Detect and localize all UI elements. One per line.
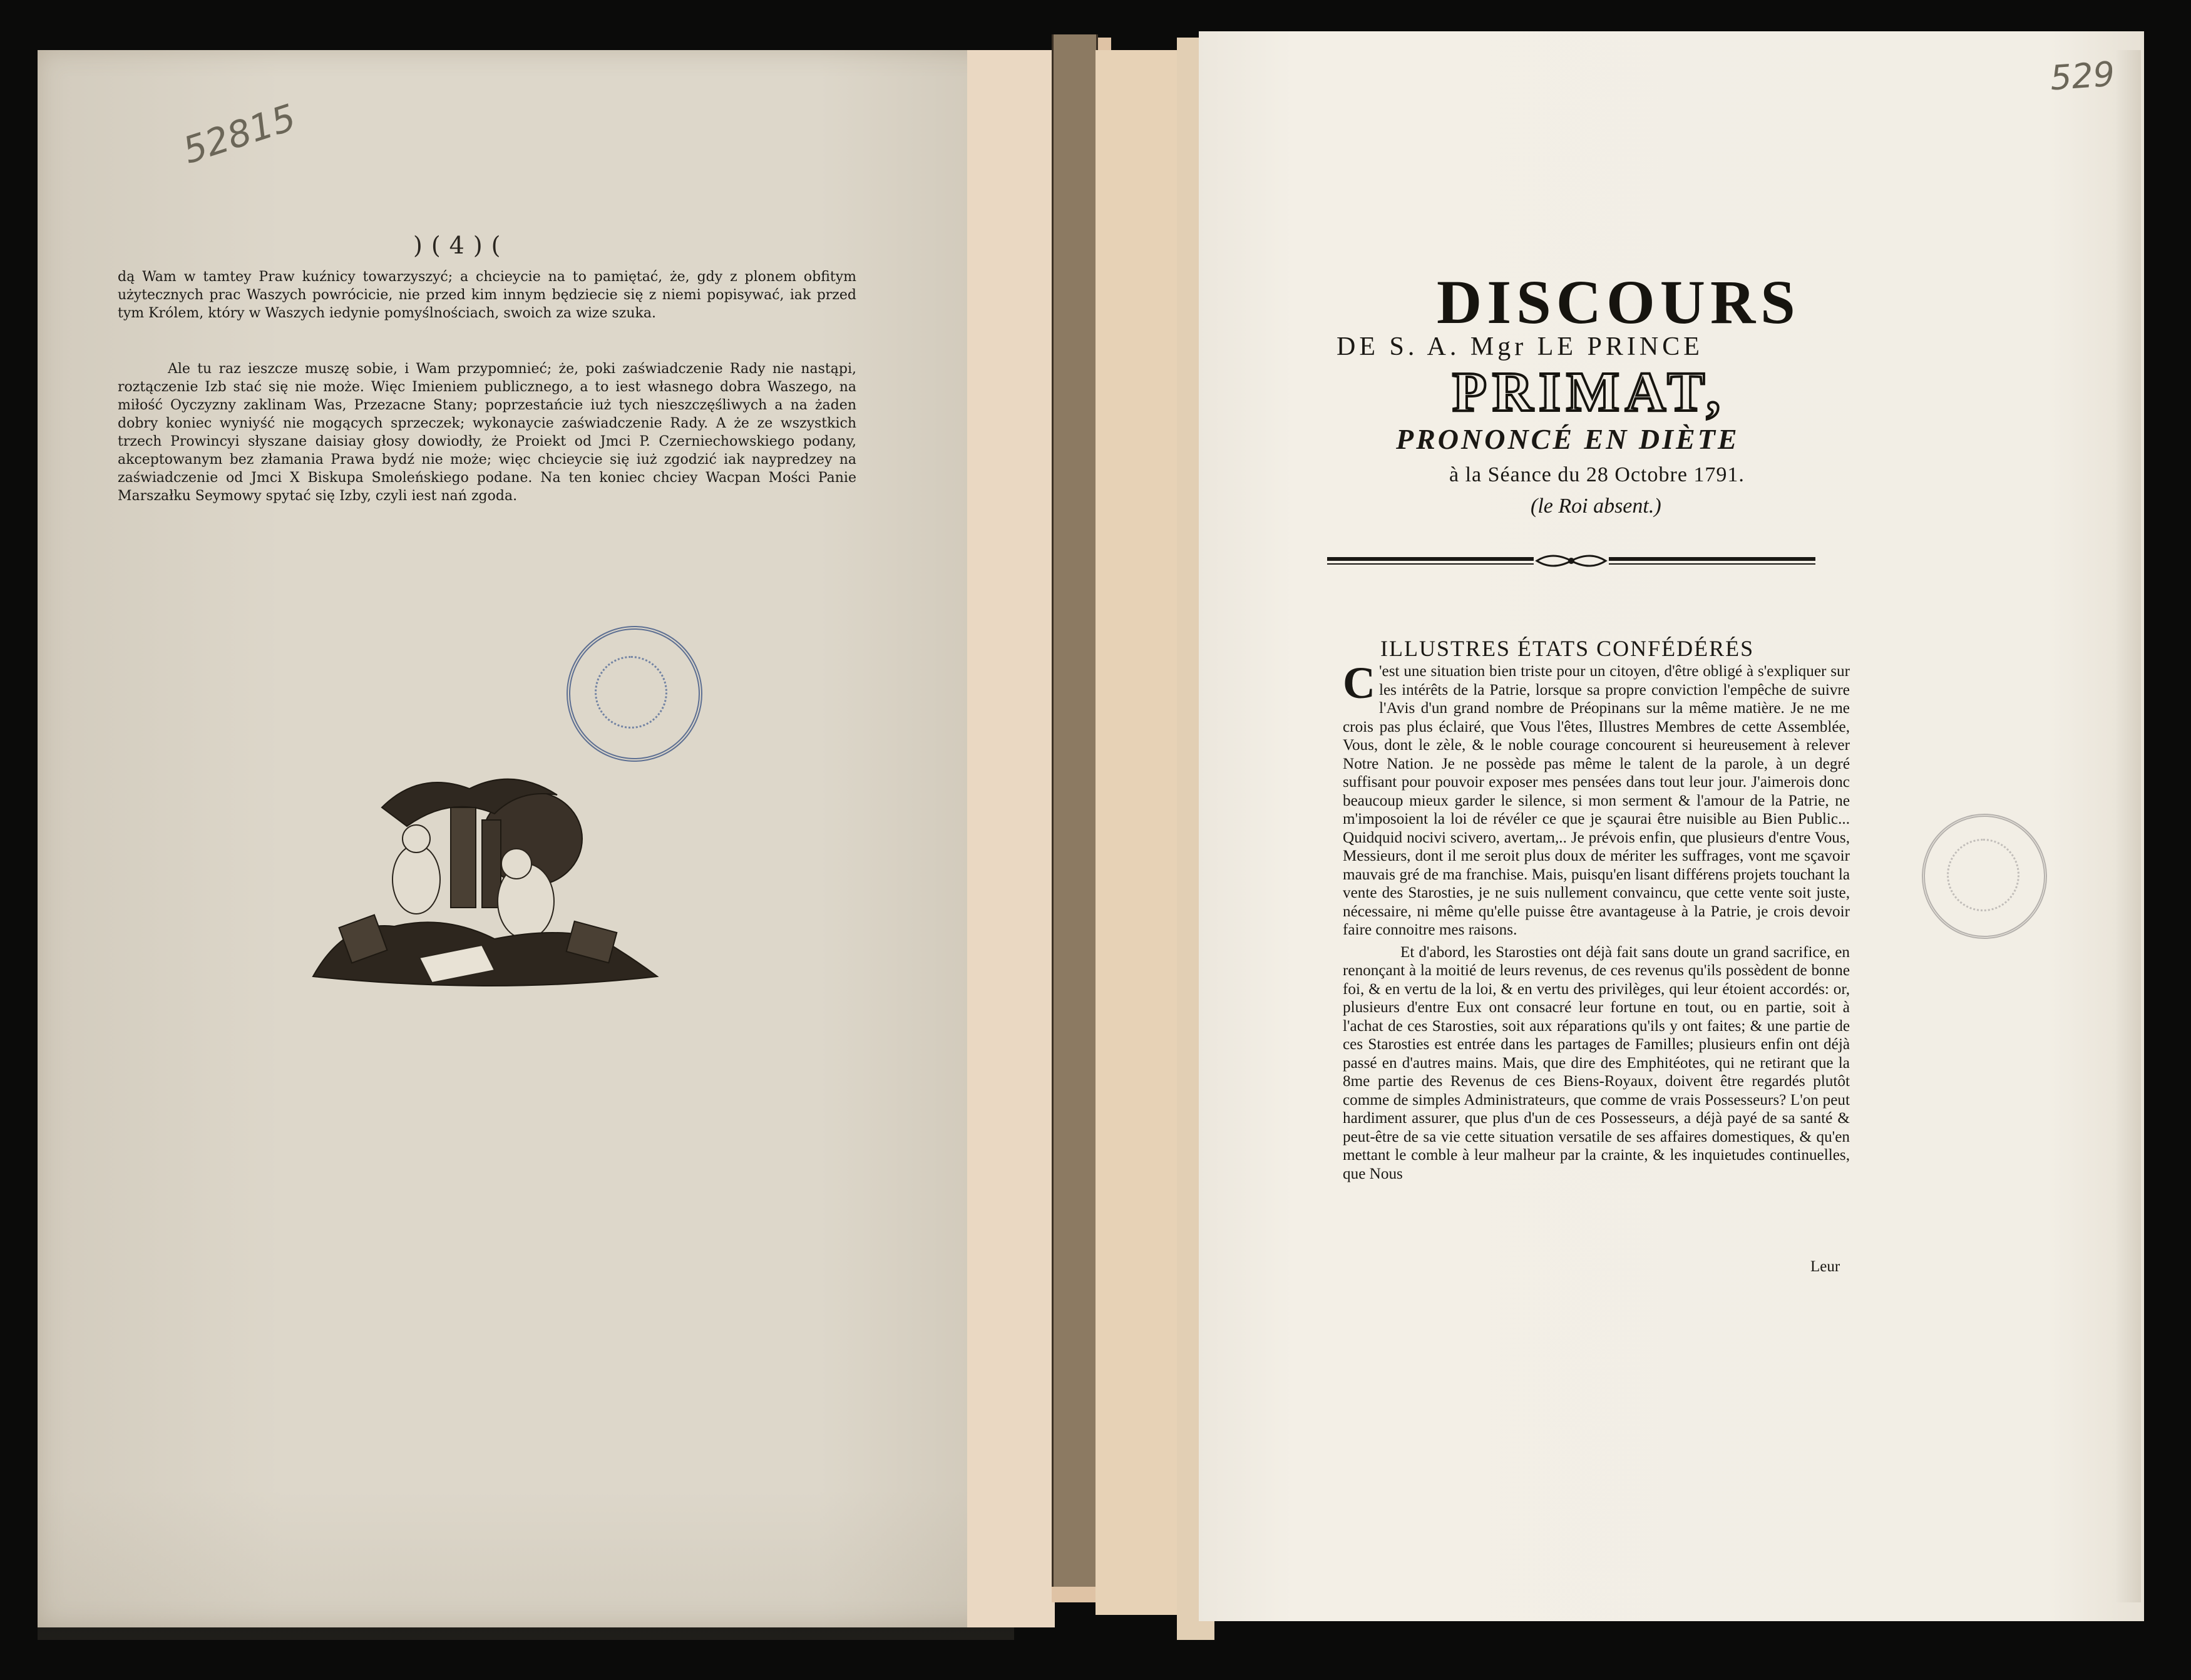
page-number-value: 4 — [449, 232, 473, 259]
gutter-stub-a — [967, 50, 1055, 1627]
page-number: )(4)( — [413, 232, 510, 259]
title-prononce: PRONONCÉ EN DIÈTE — [1396, 423, 1740, 455]
library-stamp-right-inner — [1947, 839, 2019, 911]
title-roi-absent: (le Roi absent.) — [1531, 494, 1661, 518]
shelf-number-right: 529 — [2048, 54, 2117, 98]
catchword: Leur — [1810, 1258, 1840, 1275]
title-discours: DISCOURS — [1437, 267, 1800, 337]
ornamental-divider — [1327, 550, 1815, 573]
body-paragraph-1 — [1343, 658, 1850, 940]
left-paragraph-1: dą Wam w tamtey Praw kuźnicy towarzyszyć; a chcieycie na to pamiętać, że, gdy z plonem obfitym użytecznych prac Waszych powrócicie, nie przed kim innym będziecie się z niemi popisywać, iak przed tym Królem, który w Waszych iedynie pomyślnościach, swoich za wize szuka. — [118, 269, 856, 321]
body-paragraph-1-text: 'est une situation bien triste pour un citoyen, d'être obligé à s'expliquer sur les intérêts de la Patrie, lorsque sa propre conviction l'empêche de suivre l'Avis d'un grand nombre de Préopinans sur la même matière. Je ne me crois pas plus éclairé, que Vous l'êtes, Illustres Membres de cette Assemblée, Vous, dont le zèle, & le noble courage concourent si heureusement à relever Notre Nation. Je ne possède pas même le talent de la parole, à un degré suffisant pour pouvoir exposer mes pensées dans tout leur jour. J'aimerois donc beaucoup mieux garder le silence, si mon serment & l'amour de la Patrie, ne m'imposoient la loi de révéler ce que je sçaurai être nuisible au Bien Public... Quidquid nocivi scivero, avertam,.. Je prévois enfin, que plusieurs d'entre Vous, Messieurs, dont il me seroit plus doux de mériter les suffrages, vont me sçavoir mauvais gré de ma franchise. Mais, puisqu'en lisant différens projets touchant la vente des Starosties, je ne suis nullement convaincu, que cette vente soit juste, nécessaire, ni même qu'elle puisse être avantageuse à la Patrie, je crois devoir faire connoitre mes raisons. — [1343, 663, 1850, 938]
body-text — [1343, 658, 1850, 1183]
library-stamp-left-inner — [595, 656, 667, 729]
drop-cap: C — [1343, 658, 1375, 708]
right-page-edge — [2116, 50, 2141, 1602]
title-seance: à la Séance du 28 Octobre 1791. — [1449, 463, 1745, 486]
binding-spine — [1052, 34, 1098, 1587]
engraving-vignette — [307, 770, 664, 1001]
title-subtitle: DE S. A. Mgr LE PRINCE — [1337, 332, 1703, 361]
left-page-edge — [38, 1490, 1014, 1640]
section-heading: ILLUSTRES ÉTATS CONFÉDÉRÉS — [1380, 636, 1755, 661]
body-paragraph-2: Et d'abord, les Starosties ont déjà fait sans doute un grand sacrifice, en renonçant à la moitié de leurs revenus, de ces revenus qu'ils possèdent de bonne foi, & en vertu de la loi, & en vertu des privilèges, qui leur étoient accordés: or, plusieurs d'entre Eux ont consacré leur fortune en tout, ou en partie, soit à l'achat de ces Starosties, soit aux réparations qu'ils y ont faites; & une partie de ces Starosties est entrée dans les partages de Familles; plusieurs enfin ont déjà passé en d'autres mains. Mais, que dire des Emphitéotes, qui ne retirant que la 8me partie des Revenus de ces Biens-Royaux, doivent être regardés plutôt comme de simples Administrateurs, que comme de vrais Possesseurs? L'on peut hardiment assurer, que plus d'un de ces Possesseurs, a déjà payé de sa santé & peut-être de sa vie cette situation versatile de ses affaires domestiques, & qu'en mettant le comble à leur malheur par la crainte, & les inquietudes continuelles, que Nous — [1343, 943, 1850, 1182]
left-paragraph-2: Ale tu raz ieszcze muszę sobie, i Wam przypomnieć; że, poki zaświadczenie Rady nie nastąpi, roztączenie Izb stać się nie może. Więc Imieniem publicznego, a to iest własnego dobra Waszego, na miłość Oyczyzny zaklinam Was, Przezacne Stany; poprzestańcie iuż tych nieszczęśliwych a na żaden dobry koniec wyniyść nie mogących sprzeczek; wykonaycie zaświadczenie Rady. A że ze wszystkich trzech Prowincyi słyszane daisiay głosy dowiodły, że Proiekt od Jmci P. Czerniechowskiego podany, akceptowanym bez złamania Prawa bydź nie może; więc chcieycie się iuż zgodzić iak naypredzey na zaświadczenie od Jmci X Biskupa Smoleńskiego podane. Na ten koniec chciey Wacpan Mości Panie Marszałku Seymowy spytać się Izby, czyli iest nań zgoda. — [118, 361, 856, 504]
shelf-number-left: 52815 — [178, 96, 301, 172]
title-primat: PRIMAT, — [1452, 361, 1727, 423]
